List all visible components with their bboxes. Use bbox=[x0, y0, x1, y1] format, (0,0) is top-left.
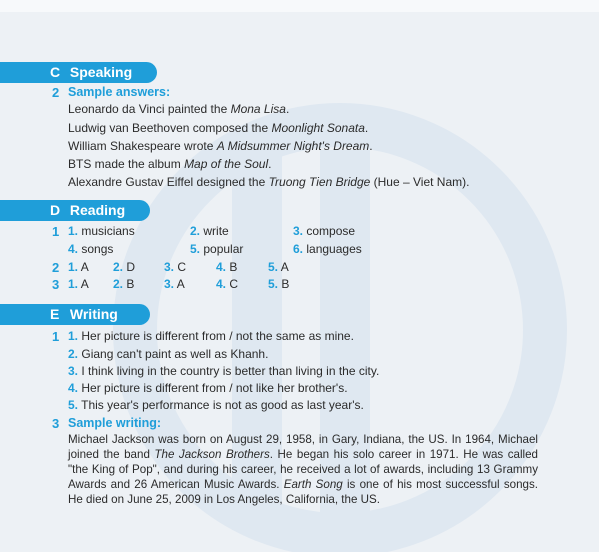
section-title: Reading bbox=[69, 202, 126, 218]
list-item: 6. languages bbox=[293, 242, 362, 256]
section-letter: E bbox=[50, 306, 60, 322]
list-item: 4. songs bbox=[68, 242, 114, 256]
list-item: 4. B bbox=[216, 260, 238, 274]
list-item: 1. A bbox=[68, 277, 89, 291]
list-item: 5. popular bbox=[190, 242, 244, 256]
question-number: 2 bbox=[52, 260, 60, 275]
section-writing-header bbox=[0, 304, 150, 325]
sample-writing-heading: Sample writing: bbox=[68, 416, 162, 430]
answer-line: Alexandre Gustav Eiffel designed the Truong Tien Bridge (Hue – Viet Nam). bbox=[68, 175, 470, 189]
list-item: 3. A bbox=[164, 277, 185, 291]
answer-line: Leonardo da Vinci painted the Mona Lisa. bbox=[68, 102, 290, 116]
list-item: 3. compose bbox=[293, 224, 356, 238]
list-item: 2. write bbox=[190, 224, 229, 238]
list-item: 1. musicians bbox=[68, 224, 135, 238]
list-item: 4. Her picture is different from / not like her brother's. bbox=[68, 381, 348, 395]
list-item: 5. This year's performance is not as good as last year's. bbox=[68, 398, 364, 412]
list-item: 2. Giang can't paint as well as Khanh. bbox=[68, 347, 269, 361]
list-item: 2. D bbox=[113, 260, 136, 274]
section-letter: C bbox=[50, 64, 61, 80]
list-item: 4. C bbox=[216, 277, 239, 291]
list-item: 1. A bbox=[68, 260, 89, 274]
section-title: Speaking bbox=[69, 64, 133, 80]
question-number: 2 bbox=[52, 85, 60, 100]
question-number: 3 bbox=[52, 416, 60, 431]
sample-writing-paragraph: Michael Jackson was born on August 29, 1958, in Gary, Indiana, the US. In 1964, Michael joined the band The Jackson Brothers. He began his solo career in 1971. He was called "the King of Pop", and during his career, he received a lot of awards, including 13 Grammy Awards and 26 American Music Awards. Earth Song is one of his most successful songs. He died on June 25, 2009 in Los Angeles, California, the US. bbox=[68, 433, 538, 506]
section-title: Writing bbox=[69, 306, 118, 322]
answer-line: Ludwig van Beethoven composed the Moonlight Sonata. bbox=[68, 121, 369, 135]
section-reading-header bbox=[0, 200, 150, 221]
answer-line: BTS made the album Map of the Soul. bbox=[68, 157, 272, 171]
section-speaking-header bbox=[0, 62, 157, 83]
question-number: 1 bbox=[52, 329, 60, 344]
list-item: 3. C bbox=[164, 260, 187, 274]
list-item: 5. A bbox=[268, 260, 289, 274]
list-item: 2. B bbox=[113, 277, 135, 291]
list-item: 3. I think living in the country is better than living in the city. bbox=[68, 364, 380, 378]
question-number: 1 bbox=[52, 224, 60, 239]
section-letter: D bbox=[50, 202, 61, 218]
list-item: 5. B bbox=[268, 277, 290, 291]
answer-line: William Shakespeare wrote A Midsummer Night's Dream. bbox=[68, 139, 373, 153]
question-number: 3 bbox=[52, 277, 60, 292]
list-item: 1. Her picture is different from / not the same as mine. bbox=[68, 329, 354, 343]
sample-answers-heading: Sample answers: bbox=[68, 85, 171, 99]
